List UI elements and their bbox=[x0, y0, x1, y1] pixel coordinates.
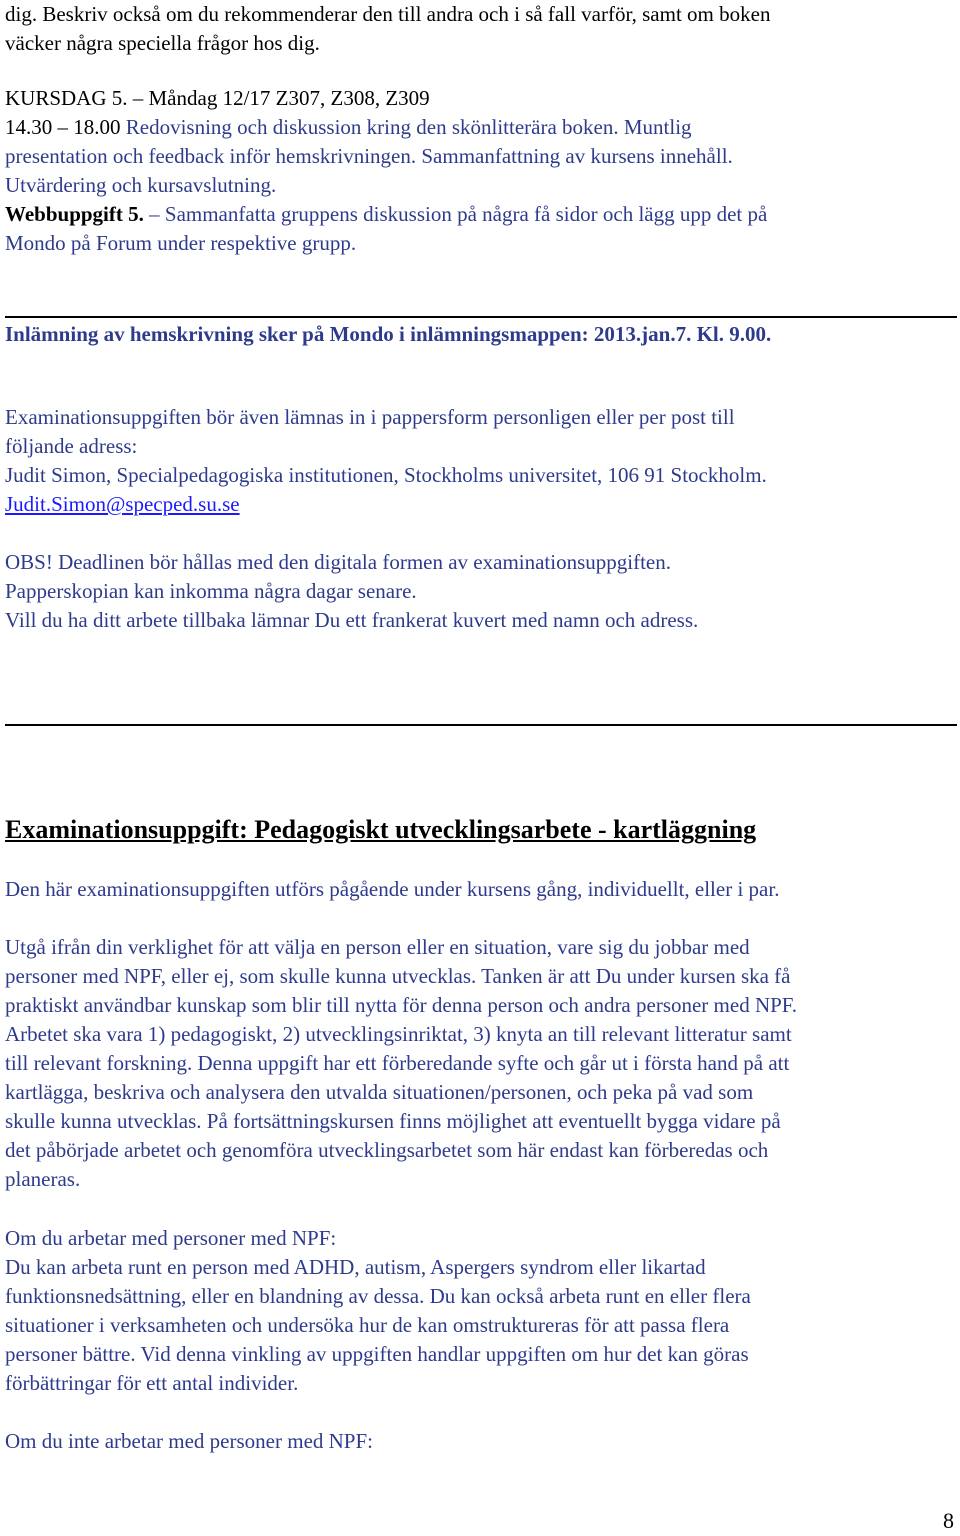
kursdag-line-2-rest: Redovisning och diskussion kring den skönlitterära boken. Muntlig bbox=[125, 115, 692, 139]
page-number: 8 bbox=[943, 1508, 954, 1533]
webbuppgift-text: – Sammanfatta gruppens diskussion på några få sidor och lägg upp det på bbox=[149, 202, 768, 226]
obs-line-3: Vill du ha ditt arbete tillbaka lämnar Du ett frankerat kuvert med namn och adress. bbox=[5, 608, 699, 632]
intro-paragraph bbox=[5, 0, 955, 58]
kursdag-time: 14.30 – 18.00 bbox=[5, 115, 121, 139]
submission-address: Judit Simon, Specialpedagogiska institutionen, Stockholms universitet, 106 91 Stockholm. bbox=[5, 463, 767, 487]
exam-body-line: skulle kunna utvecklas. På fortsättningskursen finns möjlighet att eventuellt bygga vidare på bbox=[5, 1109, 781, 1133]
npf-body-line: personer bättre. Vid denna vinkling av uppgiften handlar uppgiften om hur det kan göras bbox=[5, 1342, 749, 1366]
submission-deadline: Inlämning av hemskrivning sker på Mondo i inlämningsmappen: 2013.jan.7. Kl. 9.00. bbox=[5, 322, 772, 346]
submission-block bbox=[5, 320, 955, 349]
kursdag-line-2 bbox=[5, 113, 955, 142]
exam-body-line: det påbörjade arbetet och genomföra utvecklingsarbetet som här endast kan förberedas och bbox=[5, 1138, 769, 1162]
intro-line-2: väcker några speciella frågor hos dig. bbox=[5, 31, 320, 55]
divider-bottom bbox=[5, 724, 957, 726]
submission-line-2: följande adress: bbox=[5, 434, 138, 458]
submission-address-block bbox=[5, 403, 955, 519]
exam-body-line: till relevant forskning. Denna uppgift har ett förberedande syfte och går ut i första hand på att bbox=[5, 1051, 790, 1075]
obs-line-1 bbox=[5, 548, 955, 577]
kursdag-block bbox=[5, 84, 955, 258]
exam-body-line: personer med NPF, eller ej, som skulle kunna utvecklas. Tanken är att Du under kursen ska få bbox=[5, 964, 791, 988]
kursdag-line-3: presentation och feedback inför hemskrivningen. Sammanfattning av kursens innehåll. bbox=[5, 144, 733, 168]
exam-intro-line: Den här examinationsuppgiften utförs pågående under kursens gång, individuellt, eller i par. bbox=[5, 877, 780, 901]
submission-line-1: Examinationsuppgiften bör även lämnas in i pappersform personligen eller per post till bbox=[5, 405, 735, 429]
obs-label: OBS! bbox=[5, 550, 53, 574]
exam-intro bbox=[5, 875, 955, 904]
obs-block bbox=[5, 548, 955, 635]
npf-heading: Om du arbetar med personer med NPF: bbox=[5, 1226, 337, 1250]
obs-line-2: Papperskopian kan inkomma några dagar senare. bbox=[5, 579, 417, 603]
webbuppgift-line bbox=[5, 200, 955, 229]
kursdag-title: KURSDAG 5. – Måndag 12/17 Z307, Z308, Z309 bbox=[5, 86, 430, 110]
npf-body-line: situationer i verksamheten och undersöka hur de kan omstruktureras för att passa flera bbox=[5, 1313, 730, 1337]
intro-line-1: dig. Beskriv också om du rekommenderar den till andra och i så fall varför, samt om boken bbox=[5, 2, 771, 26]
obs-text: Deadlinen bör hållas med den digitala formen av examinationsuppgiften. bbox=[58, 550, 672, 574]
email-link[interactable]: Judit.Simon@specped.su.se bbox=[5, 492, 240, 516]
npf-body-line: funktionsnedsättning, eller en blandning av dessa. Du kan också arbeta runt en eller flera bbox=[5, 1284, 751, 1308]
exam-body-line: planeras. bbox=[5, 1167, 81, 1191]
webbuppgift-line-2: Mondo på Forum under respektive grupp. bbox=[5, 231, 357, 255]
npf-body-line: Du kan arbeta runt en person med ADHD, autism, Aspergers syndrom eller likartad bbox=[5, 1255, 706, 1279]
divider-top bbox=[5, 316, 957, 318]
exam-body bbox=[5, 933, 955, 1194]
kursdag-line-4: Utvärdering och kursavslutning. bbox=[5, 173, 277, 197]
email-line bbox=[5, 490, 955, 519]
non-npf-heading: Om du inte arbetar med personer med NPF: bbox=[5, 1429, 373, 1453]
webbuppgift-label: Webbuppgift 5. bbox=[5, 202, 144, 226]
exam-body-line: Utgå ifrån din verklighet för att välja en person eller en situation, vare sig du jobbar med bbox=[5, 935, 750, 959]
non-npf-section bbox=[5, 1427, 955, 1456]
exam-body-line: praktiskt användbar kunskap som blir till nytta för denna person och andra personer med NPF. bbox=[5, 993, 798, 1017]
exam-heading: Examinationsuppgift: Pedagogiskt utvecklingsarbete - kartläggning bbox=[5, 815, 757, 844]
exam-body-line: Arbetet ska vara 1) pedagogiskt, 2) utvecklingsinriktat, 3) knyta an till relevant litteratur samt bbox=[5, 1022, 792, 1046]
npf-body-line: förbättringar för ett antal individer. bbox=[5, 1371, 299, 1395]
npf-section bbox=[5, 1224, 955, 1398]
exam-body-line: kartlägga, beskriva och analysera den utvalda situationen/personen, och peka på vad som bbox=[5, 1080, 754, 1104]
